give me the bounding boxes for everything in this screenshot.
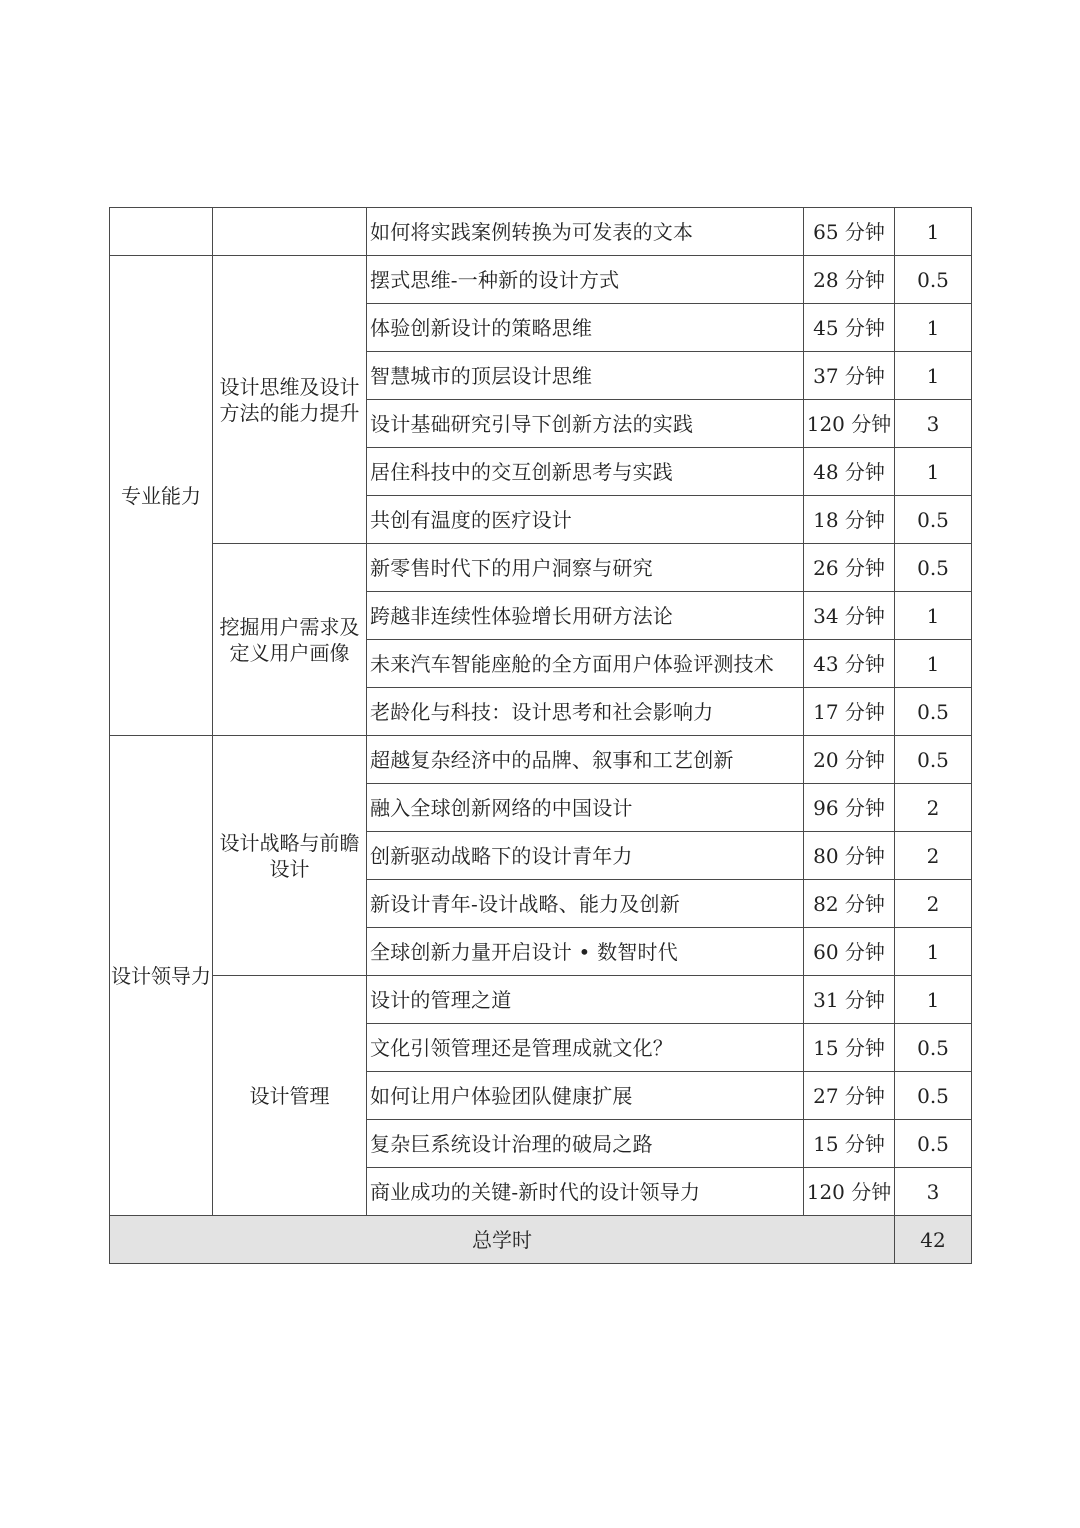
duration-cell: 28 分钟 [804,256,895,304]
duration-cell: 26 分钟 [804,544,895,592]
duration-cell: 43 分钟 [804,640,895,688]
duration-cell: 65 分钟 [804,208,895,256]
credit-cell: 1 [895,592,972,640]
credit-cell: 0.5 [895,1024,972,1072]
subcategory-cell: 挖掘用户需求及定义用户画像 [213,544,367,736]
table-row [110,544,972,592]
category-cell [110,208,213,256]
course-title-cell: 未来汽车智能座舱的全方面用户体验评测技术 [367,640,804,688]
duration-cell: 18 分钟 [804,496,895,544]
course-title-cell: 摆式思维-一种新的设计方式 [367,256,804,304]
duration-cell: 27 分钟 [804,1072,895,1120]
course-title-cell: 设计基础研究引导下创新方法的实践 [367,400,804,448]
total-row [110,1216,972,1264]
course-title-cell: 如何让用户体验团队健康扩展 [367,1072,804,1120]
subcategory-cell: 设计思维及设计方法的能力提升 [213,256,367,544]
table-row [110,208,972,256]
duration-cell: 15 分钟 [804,1120,895,1168]
course-title-cell: 智慧城市的顶层设计思维 [367,352,804,400]
course-title-cell: 复杂巨系统设计治理的破局之路 [367,1120,804,1168]
course-title-cell: 体验创新设计的策略思维 [367,304,804,352]
subcategory-cell: 设计管理 [213,976,367,1216]
category-cell: 专业能力 [110,256,213,736]
course-title-cell: 超越复杂经济中的品牌、叙事和工艺创新 [367,736,804,784]
duration-cell: 120 分钟 [804,400,895,448]
credit-cell: 1 [895,208,972,256]
duration-cell: 82 分钟 [804,880,895,928]
duration-cell: 48 分钟 [804,448,895,496]
duration-cell: 80 分钟 [804,832,895,880]
course-table-body [110,208,972,1264]
credit-cell: 0.5 [895,544,972,592]
duration-cell: 31 分钟 [804,976,895,1024]
duration-cell: 17 分钟 [804,688,895,736]
course-title-cell: 老龄化与科技：设计思考和社会影响力 [367,688,804,736]
table-row [110,736,972,784]
table-row [110,256,972,304]
credit-cell: 1 [895,304,972,352]
course-title-cell: 融入全球创新网络的中国设计 [367,784,804,832]
course-title-cell: 新零售时代下的用户洞察与研究 [367,544,804,592]
duration-cell: 60 分钟 [804,928,895,976]
course-title-cell: 全球创新力量开启设计 • 数智时代 [367,928,804,976]
credit-cell: 0.5 [895,256,972,304]
credit-cell: 2 [895,784,972,832]
category-cell: 设计领导力 [110,736,213,1216]
credit-cell: 1 [895,976,972,1024]
credit-cell: 0.5 [895,1072,972,1120]
course-title-cell: 跨越非连续性体验增长用研方法论 [367,592,804,640]
credit-cell: 1 [895,640,972,688]
total-label-cell: 总学时 [110,1216,895,1264]
table-row [110,976,972,1024]
duration-cell: 37 分钟 [804,352,895,400]
credit-cell: 0.5 [895,1120,972,1168]
subcategory-cell: 设计战略与前瞻设计 [213,736,367,976]
course-title-cell: 商业成功的关键-新时代的设计领导力 [367,1168,804,1216]
credit-cell: 0.5 [895,496,972,544]
duration-cell: 120 分钟 [804,1168,895,1216]
course-title-cell: 居住科技中的交互创新思考与实践 [367,448,804,496]
duration-cell: 34 分钟 [804,592,895,640]
course-title-cell: 共创有温度的医疗设计 [367,496,804,544]
duration-cell: 45 分钟 [804,304,895,352]
credit-cell: 2 [895,880,972,928]
course-table [109,207,972,1264]
duration-cell: 96 分钟 [804,784,895,832]
duration-cell: 15 分钟 [804,1024,895,1072]
credit-cell: 0.5 [895,736,972,784]
course-title-cell: 新设计青年-设计战略、能力及创新 [367,880,804,928]
credit-cell: 0.5 [895,688,972,736]
credit-cell: 3 [895,400,972,448]
course-title-cell: 创新驱动战略下的设计青年力 [367,832,804,880]
credit-cell: 1 [895,928,972,976]
subcategory-cell [213,208,367,256]
credit-cell: 3 [895,1168,972,1216]
credit-cell: 2 [895,832,972,880]
course-title-cell: 文化引领管理还是管理成就文化？ [367,1024,804,1072]
total-value-cell: 42 [895,1216,972,1264]
duration-cell: 20 分钟 [804,736,895,784]
credit-cell: 1 [895,352,972,400]
course-title-cell: 设计的管理之道 [367,976,804,1024]
course-title-cell: 如何将实践案例转换为可发表的文本 [367,208,804,256]
credit-cell: 1 [895,448,972,496]
